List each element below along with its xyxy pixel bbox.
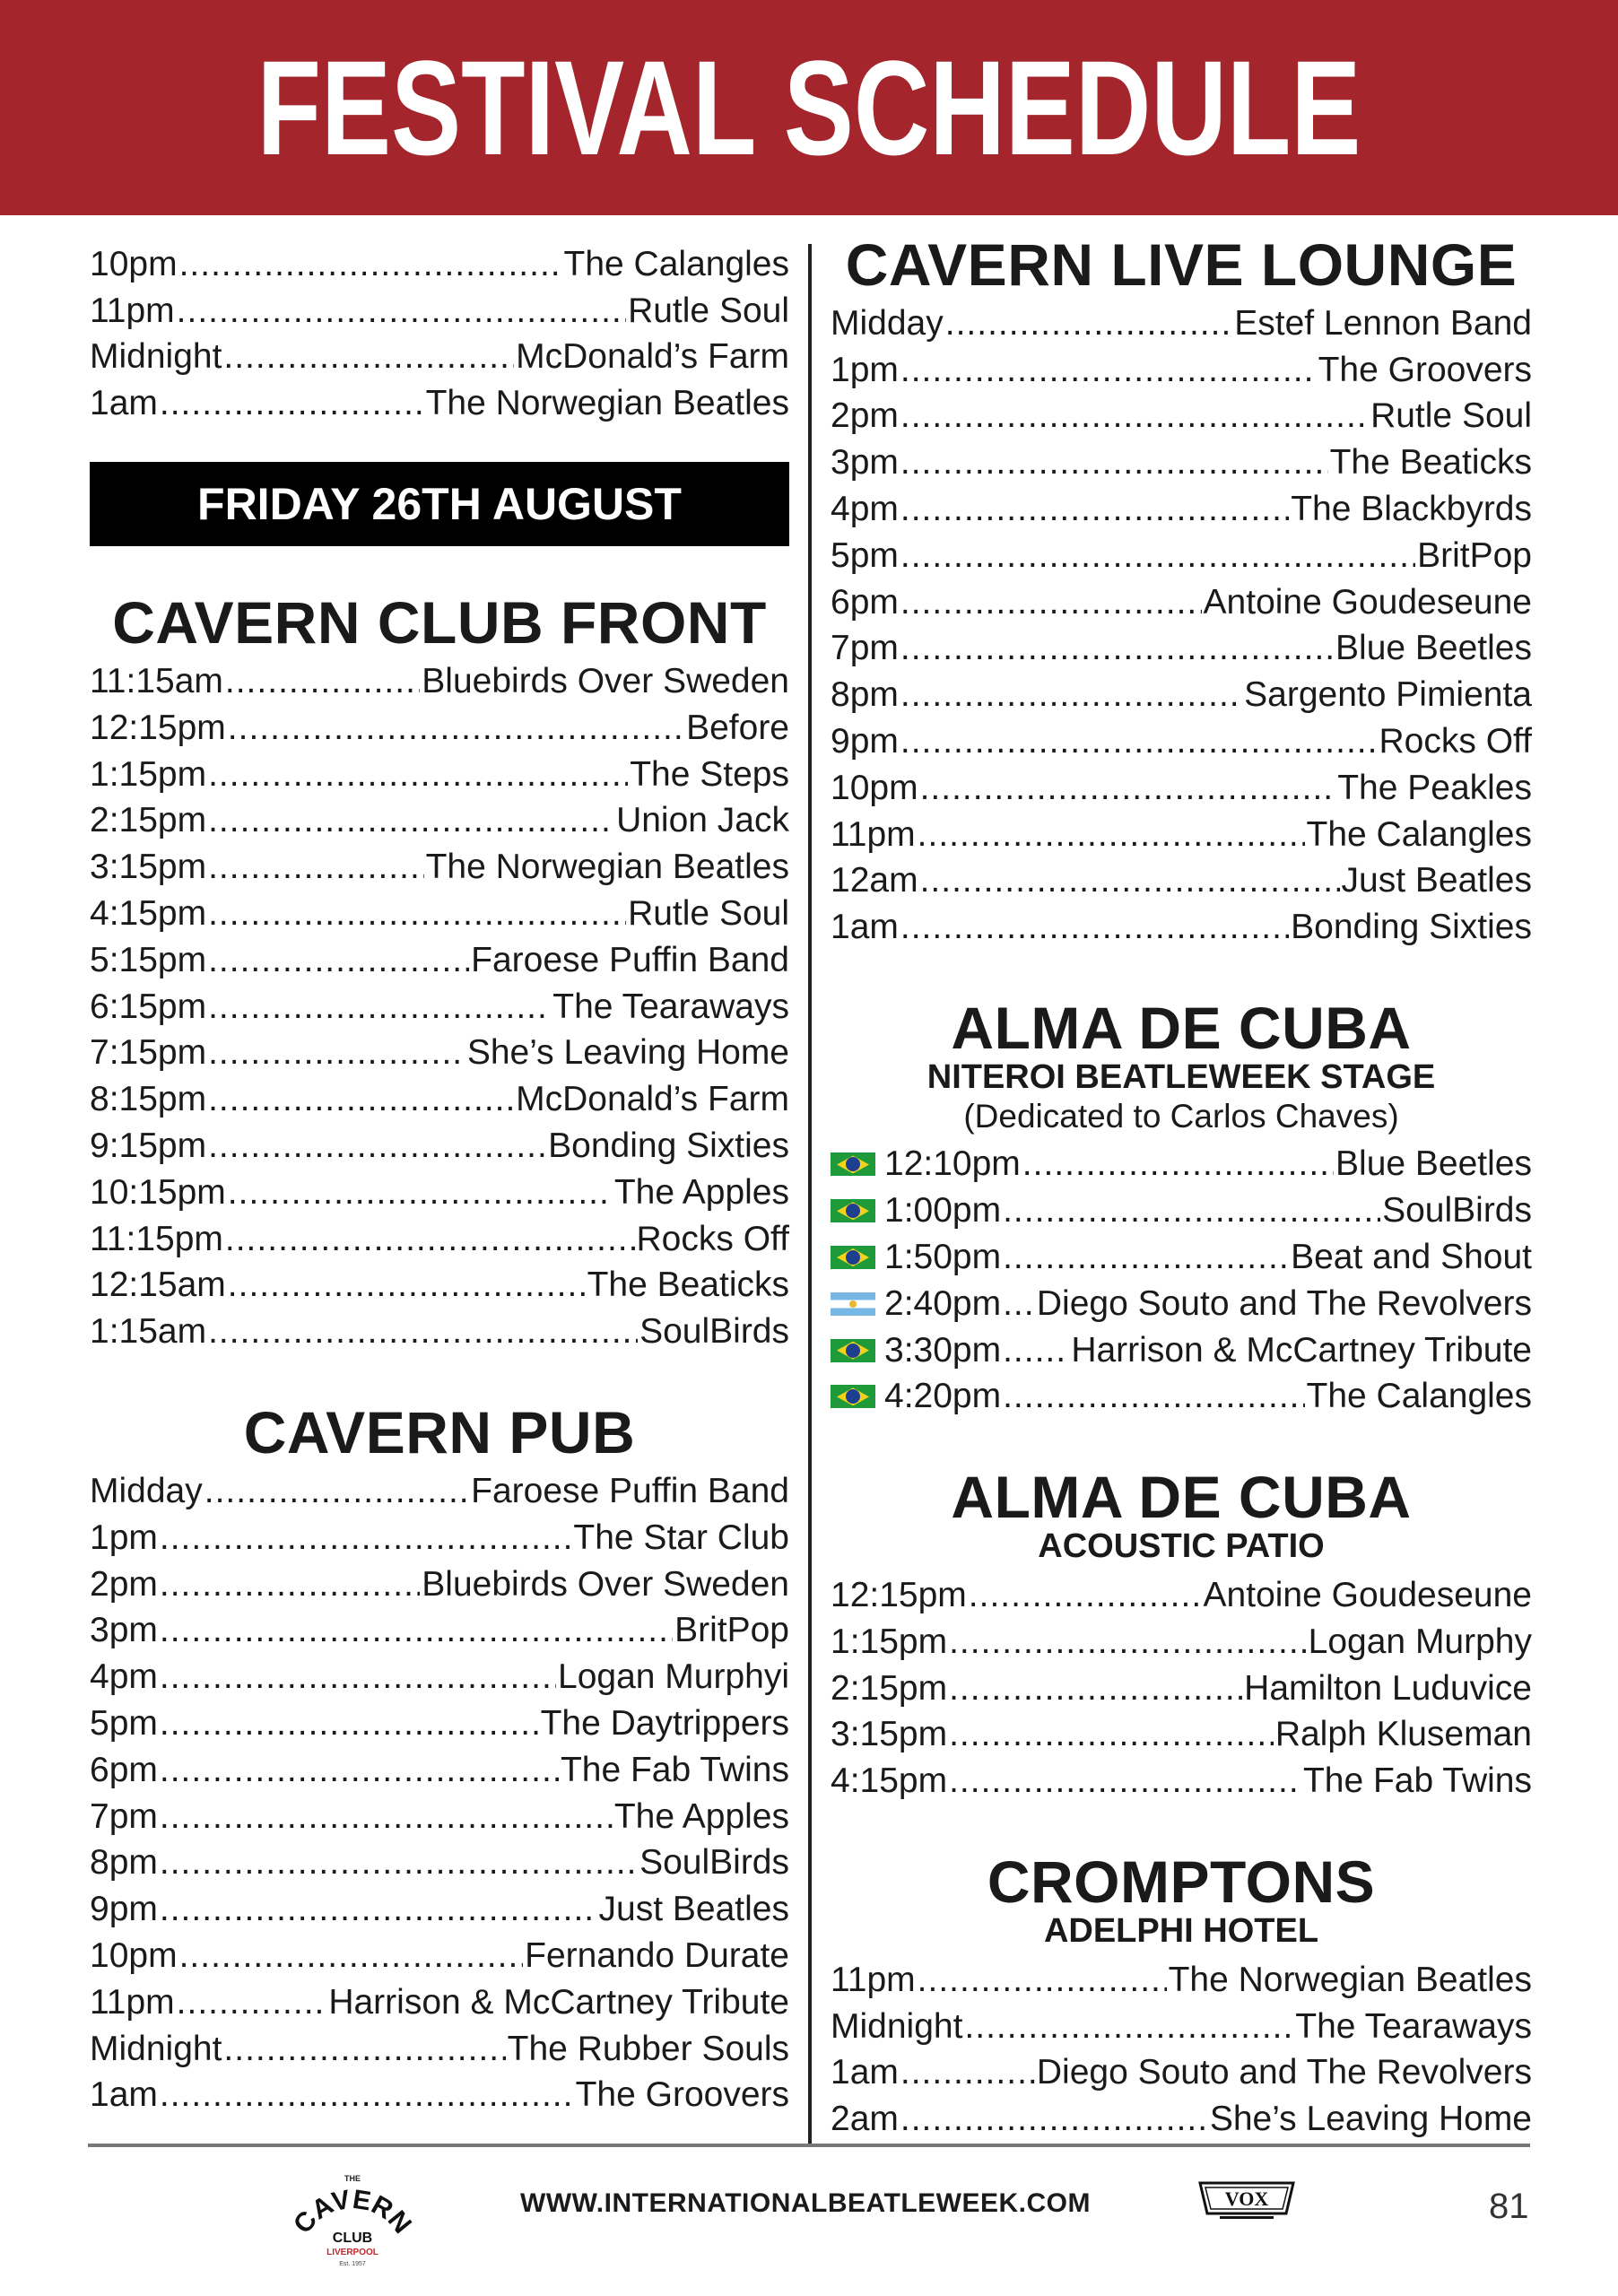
schedule-row: 11pm ..... The Calangles (831, 805, 1532, 852)
schedule-row: 8pm ..... Sargento Pimienta (831, 665, 1532, 712)
schedule-row: 7pm ..... Blue Beetles (831, 620, 1532, 666)
schedule-row: 10pm ..... The Calangles (90, 235, 789, 282)
day-banner: FRIDAY 26TH AUGUST (90, 462, 789, 546)
page-number: 81 (1489, 2187, 1529, 2226)
schedule-row: 6:15pm ..... The Tearaways (90, 978, 789, 1024)
venue-title: ALMA DE CUBA (951, 995, 1412, 1062)
right-column (831, 231, 1532, 2139)
venue-cromptons (831, 1848, 1532, 2139)
schedule-row: 1am ..... Diego Souto and The Revolvers (831, 2044, 1532, 2091)
schedule-row: 6pm ..... Antoine Goudeseune (831, 573, 1532, 620)
logo-club-text: CLUB (332, 2231, 373, 2246)
vox-logo (1193, 2178, 1300, 2222)
page-title: FESTIVAL SCHEDULE (257, 32, 1361, 183)
schedule-row: 1:15pm ..... Logan Murphy (831, 1613, 1532, 1659)
footer-divider (88, 2144, 1530, 2147)
schedule-row: 8pm ..... SoulBirds (90, 1834, 789, 1881)
schedule-row: 2pm ..... Rutle Soul (831, 387, 1532, 434)
schedule-row: 1pm ..... The Groovers (831, 341, 1532, 387)
cavern-club-logo (285, 2165, 420, 2273)
schedule-row: 11pm ..... Rutle Soul (90, 282, 789, 328)
schedule-row: 1am ..... The Norwegian Beatles (90, 374, 789, 421)
schedule-row: 9pm ..... Rocks Off (831, 712, 1532, 759)
schedule-row: 12:15am ..... The Beaticks (90, 1257, 789, 1303)
schedule-row: Midday ..... Estef Lennon Band (831, 294, 1532, 341)
schedule-row: 1:15pm ..... The Steps (90, 745, 789, 792)
venue-title: CAVERN LIVE LOUNGE (845, 231, 1518, 298)
brazil-flag-icon (831, 1385, 875, 1408)
schedule-row: 12:15pm ..... Antoine Goudeseune (831, 1566, 1532, 1613)
schedule-row: 12am ..... Just Beatles (831, 852, 1532, 899)
schedule-row: 2:40pm ..... Diego Souto and The Revolvers (831, 1274, 1532, 1321)
schedule-row: 1:50pm ..... Beat and Shout (831, 1228, 1532, 1274)
schedule-row: 2am ..... She’s Leaving Home (831, 2090, 1532, 2136)
schedule-row: 1:15am ..... SoulBirds (90, 1302, 789, 1349)
schedule-row: Midnight ..... McDonald’s Farm (90, 328, 789, 375)
venue-title: ALMA DE CUBA (951, 1464, 1412, 1531)
schedule-row: 5:15pm ..... Faroese Puffin Band (90, 931, 789, 978)
schedule-row: 4:15pm ..... Rutle Soul (90, 884, 789, 931)
schedule-row: 10:15pm ..... The Apples (90, 1163, 789, 1210)
schedule-row: 11:15am ..... Bluebirds Over Sweden (90, 652, 789, 699)
logo-the-text: THE (344, 2174, 361, 2183)
schedule-row: 3pm ..... BritPop (90, 1602, 789, 1648)
schedule-row: 1pm ..... The Star Club (90, 1509, 789, 1555)
schedule-row: 1am ..... The Groovers (90, 2066, 789, 2113)
schedule-row: 7:15pm ..... She’s Leaving Home (90, 1024, 789, 1071)
venue-alma-de-cuba-patio (831, 1464, 1532, 1801)
header-banner (0, 0, 1618, 215)
schedule-row: 5pm ..... BritPop (831, 526, 1532, 573)
brazil-flag-icon (831, 1199, 875, 1222)
schedule-row: 9pm ..... Just Beatles (90, 1880, 789, 1926)
schedule-row: 3:15pm ..... The Norwegian Beatles (90, 838, 789, 884)
schedule-row: 4pm ..... The Blackbyrds (831, 480, 1532, 526)
venue-cavern-club-front (90, 589, 789, 1352)
schedule-row: 12:10pm ..... Blue Beetles (831, 1135, 1532, 1182)
brazil-flag-icon (831, 1339, 875, 1362)
schedule-row: 10pm ..... The Peakles (831, 759, 1532, 805)
schedule-row: 6pm ..... The Fab Twins (90, 1741, 789, 1787)
website-url: WWW.INTERNATIONALBEATLEWEEK.COM (520, 2188, 1091, 2218)
venue-dedication: (Dedicated to Carlos Chaves) (963, 1097, 1399, 1135)
schedule-row: 3:15pm ..... Ralph Kluseman (831, 1706, 1532, 1752)
column-divider (808, 244, 812, 2144)
venue-alma-de-cuba-niteroi (831, 995, 1532, 1416)
schedule-row: Midnight ..... The Tearaways (831, 1997, 1532, 2044)
schedule-row: 7pm ..... The Apples (90, 1787, 789, 1834)
logo-cavern-text: CAVERN (288, 2184, 417, 2239)
schedule-row: 12:15pm ..... Before (90, 699, 789, 745)
logo-city-text: LIVERPOOL (326, 2248, 378, 2257)
schedule-row: 4:15pm ..... The Fab Twins (831, 1752, 1532, 1798)
footer (0, 2152, 1618, 2296)
schedule-row: 11:15pm ..... Rocks Off (90, 1210, 789, 1257)
schedule-row: 4:20pm ..... The Calangles (831, 1368, 1532, 1414)
logo-est-text: Est. 1957 (339, 2261, 366, 2267)
schedule-row: 2:15pm ..... Hamilton Luduvice (831, 1659, 1532, 1706)
venue-title: CAVERN PUB (243, 1399, 636, 1466)
schedule-row: 9:15pm ..... Bonding Sixties (90, 1117, 789, 1163)
schedule-row: 2pm ..... Bluebirds Over Sweden (90, 1555, 789, 1602)
venue-title: CROMPTONS (987, 1848, 1376, 1916)
venue-subtitle: ADELPHI HOTEL (1043, 1912, 1319, 1951)
schedule-row: 5pm ..... The Daytrippers (90, 1694, 789, 1741)
venue-subtitle: NITEROI BEATLEWEEK STAGE (926, 1058, 1436, 1097)
argentina-flag-icon (831, 1292, 875, 1316)
schedule-row: 10pm ..... Fernando Durate (90, 1926, 789, 1973)
venue-cavern-pub (90, 1399, 789, 2115)
schedule-row: 3pm ..... The Beaticks (831, 433, 1532, 480)
schedule-row: 2:15pm ..... Union Jack (90, 792, 789, 839)
brazil-flag-icon (831, 1246, 875, 1269)
schedule-row: 1:00pm ..... SoulBirds (831, 1181, 1532, 1228)
venue-title: CAVERN CLUB FRONT (112, 589, 767, 657)
venue-subtitle: ACOUSTIC PATIO (1038, 1527, 1325, 1566)
schedule-row: Midday ..... Faroese Puffin Band (90, 1462, 789, 1509)
schedule-row: Midnight ..... The Rubber Souls (90, 2020, 789, 2066)
schedule-row: 4pm ..... Logan Murphyi (90, 1648, 789, 1694)
vox-logo-text: VOX (1224, 2187, 1269, 2210)
schedule-row: 11pm ..... The Norwegian Beatles (831, 1951, 1532, 1997)
continued-schedule (90, 235, 789, 421)
schedule-row: 11pm ..... Harrison & McCartney Tribute (90, 1973, 789, 2020)
schedule-row: 1am ..... Bonding Sixties (831, 898, 1532, 944)
brazil-flag-icon (831, 1152, 875, 1176)
schedule-row: 3:30pm ..... Harrison & McCartney Tribute (831, 1321, 1532, 1368)
left-column (90, 235, 789, 2115)
schedule-row: 8:15pm ..... McDonald’s Farm (90, 1070, 789, 1117)
venue-cavern-live-lounge (831, 231, 1532, 947)
